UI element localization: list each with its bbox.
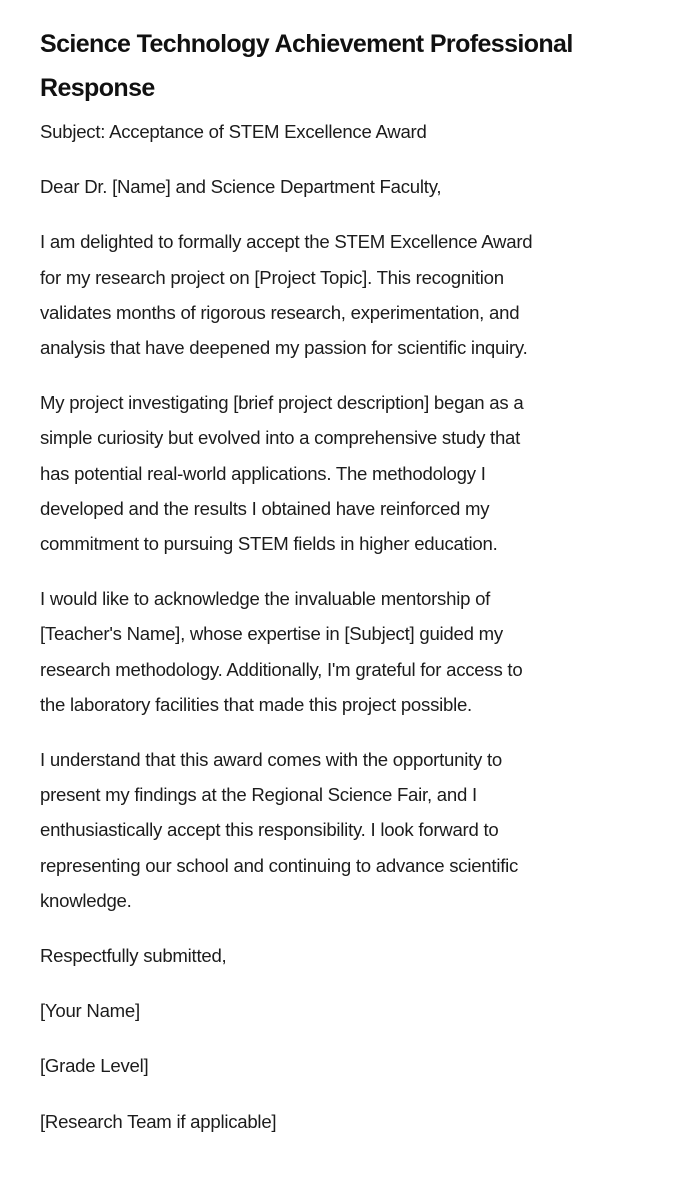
title-line: Response	[40, 74, 155, 102]
paragraph-line: analysis that have deepened my passion for scientific inquiry.	[40, 337, 528, 359]
body-paragraph-acceptance	[40, 224, 660, 365]
body-paragraph-acknowledgment	[40, 581, 660, 722]
paragraph-line: enthusiastically accept this responsibility. I look forward to	[40, 819, 499, 841]
paragraph-line: has potential real-world applications. The methodology I	[40, 462, 486, 484]
signature-grade-text: [Grade Level]	[40, 1055, 149, 1077]
paragraph-line: I understand that this award comes with the opportunity to	[40, 749, 502, 771]
paragraph-line: the laboratory facilities that made this project possible.	[40, 693, 472, 715]
salutation-text: Dear Dr. [Name] and Science Department Faculty,	[40, 176, 442, 198]
subject-text: Subject: Acceptance of STEM Excellence Award	[40, 121, 427, 142]
paragraph-line: knowledge.	[40, 889, 132, 911]
closing	[40, 938, 660, 973]
page-title	[40, 22, 660, 110]
paragraph-line: developed and the results I obtained have reinforced my	[40, 497, 490, 519]
signature-name-text: [Your Name]	[40, 1000, 140, 1022]
paragraph-line: present my findings at the Regional Science Fair, and I	[40, 784, 477, 806]
closing-text: Respectfully submitted,	[40, 945, 227, 967]
salutation	[40, 169, 660, 204]
subject-line	[40, 114, 660, 149]
paragraph-line: representing our school and continuing to advance scientific	[40, 854, 519, 876]
paragraph-line: for my research project on [Project Topic]. This recognition	[40, 266, 504, 288]
body-paragraph-responsibility	[40, 742, 660, 918]
paragraph-line: research methodology. Additionally, I'm grateful for access to	[40, 658, 523, 680]
paragraph-line: I would like to acknowledge the invaluable mentorship of	[40, 588, 491, 610]
paragraph-line: validates months of rigorous research, experimentation, and	[40, 301, 520, 323]
paragraph-line: commitment to pursuing STEM fields in higher education.	[40, 533, 498, 555]
paragraph-line: My project investigating [brief project description] began as a	[40, 392, 524, 414]
title-line: Science Technology Achievement Professional	[40, 30, 573, 58]
signature-team-text: [Research Team if applicable]	[40, 1110, 277, 1132]
paragraph-line: I am delighted to formally accept the STEM Excellence Award	[40, 231, 533, 253]
paragraph-line: [Teacher's Name], whose expertise in [Subject] guided my	[40, 623, 503, 645]
signature-grade	[40, 1048, 660, 1083]
paragraph-line: simple curiosity but evolved into a comprehensive study that	[40, 427, 521, 449]
signature-name	[40, 993, 660, 1028]
signature-team	[40, 1104, 660, 1139]
body-paragraph-project	[40, 385, 660, 561]
